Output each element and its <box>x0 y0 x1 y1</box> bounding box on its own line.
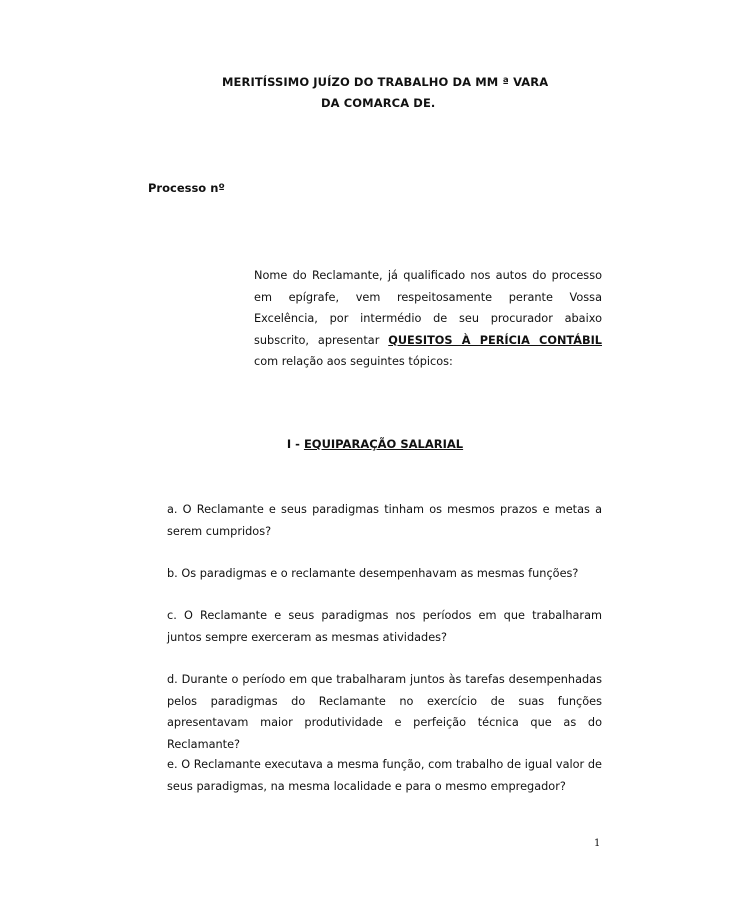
section-title: EQUIPARAÇÃO SALARIAL <box>303 437 464 451</box>
question-d: d. Durante o período em que trabalharam juntos às tarefas desempenhadas pelos paradigmas do Reclamante no exercício de suas funções apresentavam maior produtividade e perfeição técnica que as do Reclamante? <box>167 673 602 751</box>
question-e: e. O Reclamante executava a mesma função, com trabalho de igual valor de seus paradigmas, na mesma localidade e para o mesmo empregador? <box>167 758 602 793</box>
intro-paragraph <box>254 265 602 373</box>
intro-text-before: Nome do Reclamante, já qualificado nos autos do processo em epígrafe, vem respeitosamente perante Vossa Excelência, por intermédio de seu procurador abaixo subscrito, apresentar <box>254 269 602 347</box>
court-address-line-1: MERITÍSSIMO JUÍZO DO TRABALHO DA MM ª VARA <box>222 75 549 89</box>
question-a: a. O Reclamante e seus paradigmas tinham os mesmos prazos e metas a serem cumpridos? <box>167 503 602 538</box>
page-number: 1 <box>594 838 601 849</box>
intro-text-after: com relação aos seguintes tópicos: <box>254 355 453 368</box>
section-prefix: I - <box>286 437 304 451</box>
processo-label: Processo nº <box>148 181 225 195</box>
section-heading <box>0 437 750 451</box>
question-c: c. O Reclamante e seus paradigmas nos períodos em que trabalharam juntos sempre exerceram as mesmas atividades? <box>167 609 602 644</box>
intro-emphasis: QUESITOS À PERÍCIA CONTÁBIL <box>388 333 602 347</box>
question-b: b. Os paradigmas e o reclamante desempenhavam as mesmas funções? <box>167 567 579 580</box>
court-address-line-2: DA COMARCA DE. <box>321 96 436 110</box>
